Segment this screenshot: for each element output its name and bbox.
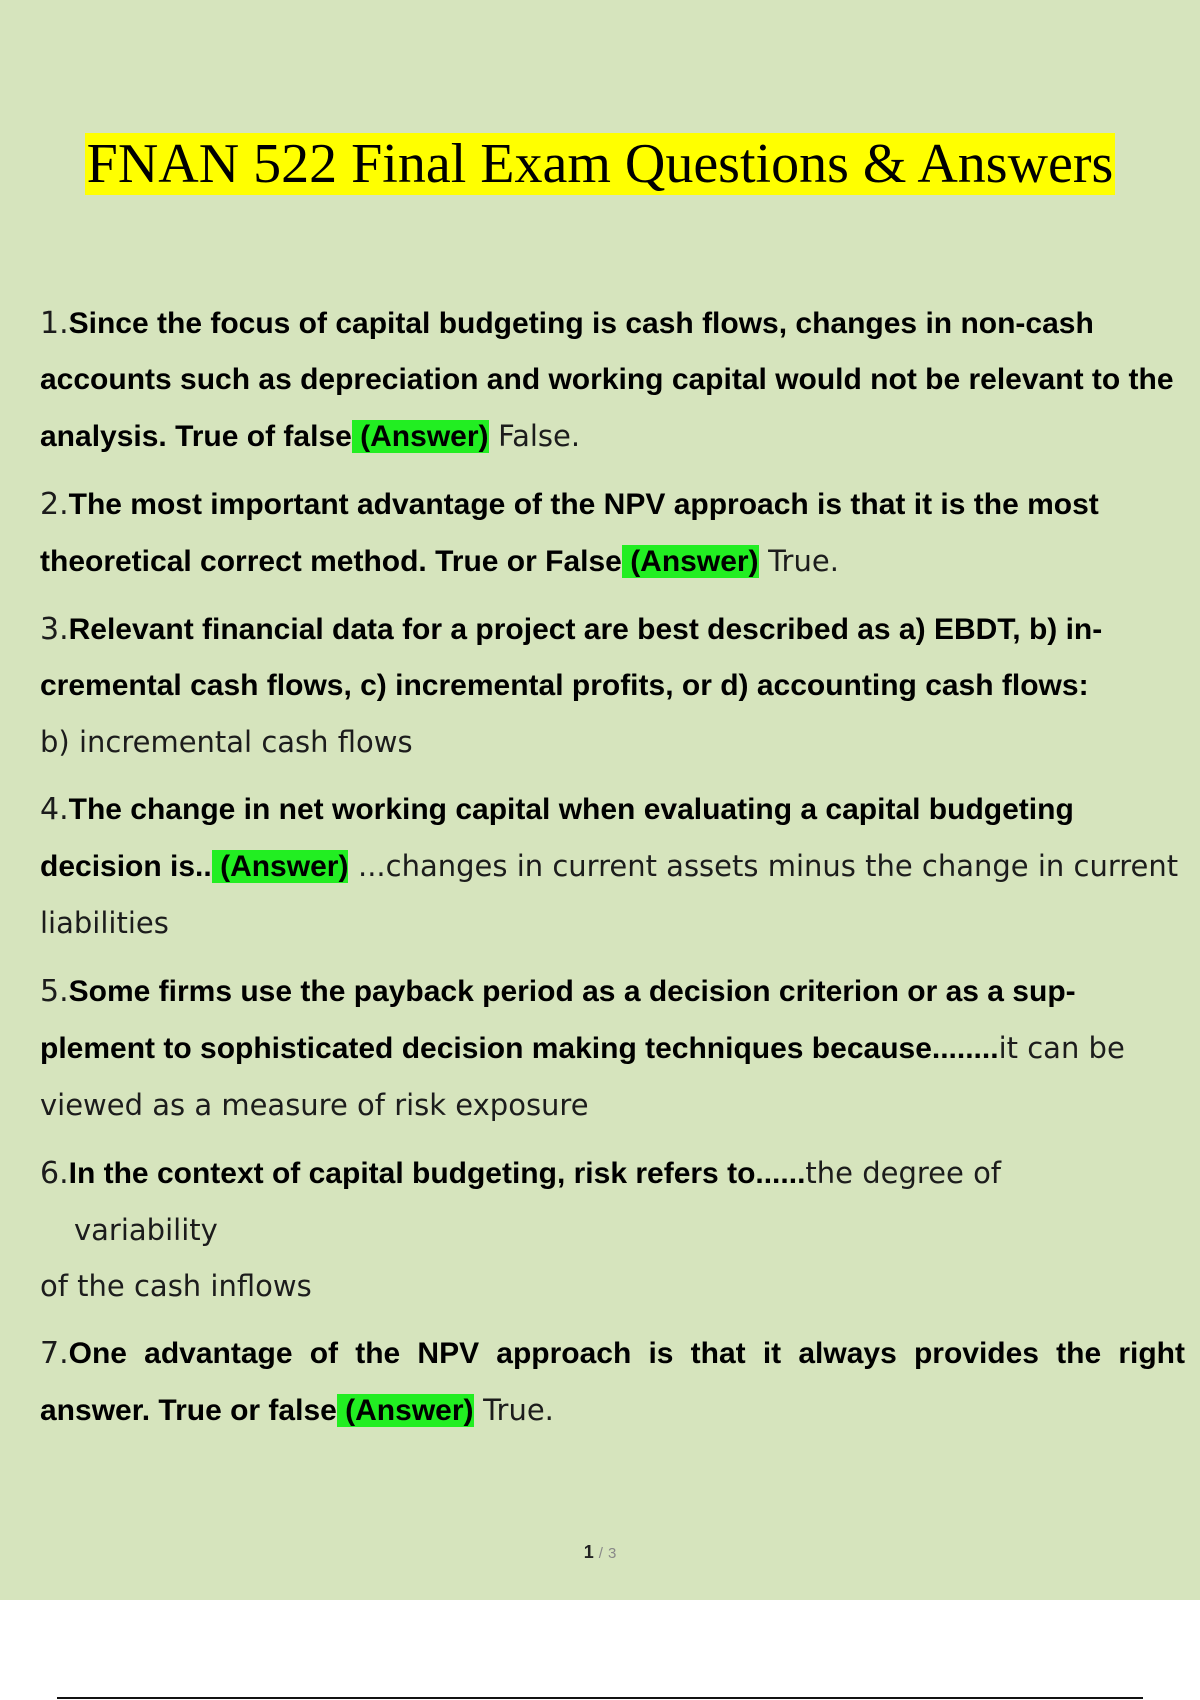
question-2: [40, 477, 1185, 590]
answer-text: False.: [498, 419, 581, 453]
question-6: [40, 1145, 1185, 1314]
question-number: 1.: [40, 306, 69, 341]
answer-tag: (Answer): [622, 545, 759, 578]
question-number: 2.: [40, 487, 69, 522]
total-pages: 3: [607, 1545, 617, 1562]
question-number: 4.: [40, 792, 69, 827]
answer-text: ...changes in current assets minus the change in current liabilities: [40, 849, 1179, 940]
question-text: Some firms use the payback period as a decision criterion or as a sup-plement to sophisticated decision making techniques because........: [40, 975, 1076, 1065]
answer-continuation: of the cash inflows: [40, 1269, 312, 1303]
question-text: One advantage of the NPV approach is that it always provides the right answer. True or false: [40, 1337, 1185, 1427]
question-number: 3.: [40, 612, 69, 647]
answer-line-2: variability: [74, 1213, 218, 1247]
answer-text: True.: [483, 1393, 554, 1427]
question-7: [40, 1326, 1185, 1439]
question-number: 7.: [40, 1336, 69, 1371]
answer-tag: (Answer): [337, 1394, 474, 1427]
answer-text: b) incremental cash flows: [40, 725, 413, 759]
question-3: [40, 602, 1185, 770]
question-text: Since the focus of capital budgeting is cash flows, changes in non-cash accounts such as depreciation and working capital would not be relevant to the analysis. True of false: [40, 307, 1174, 453]
answer-text: the degree of: [805, 1156, 1002, 1190]
question-number: 6.: [40, 1156, 69, 1191]
answer-tag: (Answer): [352, 420, 489, 453]
page-indicator: [0, 1542, 1200, 1563]
page-separator: /: [598, 1545, 603, 1562]
document-title: [0, 130, 1200, 198]
question-list: [40, 296, 1185, 1451]
current-page: 1: [583, 1542, 594, 1562]
question-text: The change in net working capital when evaluating a capital budgeting decision is..: [40, 793, 1074, 883]
question-text: The most important advantage of the NPV approach is that it is the most theoretical correct method. True or False: [40, 488, 1099, 578]
question-5: [40, 964, 1185, 1133]
answer-continuation: viewed as a measure of risk exposure: [40, 1088, 589, 1122]
answer-tag: (Answer): [212, 850, 349, 883]
question-text: Relevant financial data for a project are best described as a) EBDT, b) in-cremental cash flows, c) incremental profits, or d) accounting cash flows:: [40, 613, 1103, 702]
question-1: [40, 296, 1185, 465]
page-divider: [57, 1697, 1143, 1699]
title-text: FNAN 522 Final Exam Questions & Answers: [86, 133, 1114, 195]
question-number: 5.: [40, 974, 69, 1009]
question-text: In the context of capital budgeting, risk refers to......: [68, 1157, 806, 1190]
question-4: [40, 782, 1185, 952]
answer-text: it can be: [998, 1031, 1125, 1065]
answer-text: True.: [768, 544, 839, 578]
